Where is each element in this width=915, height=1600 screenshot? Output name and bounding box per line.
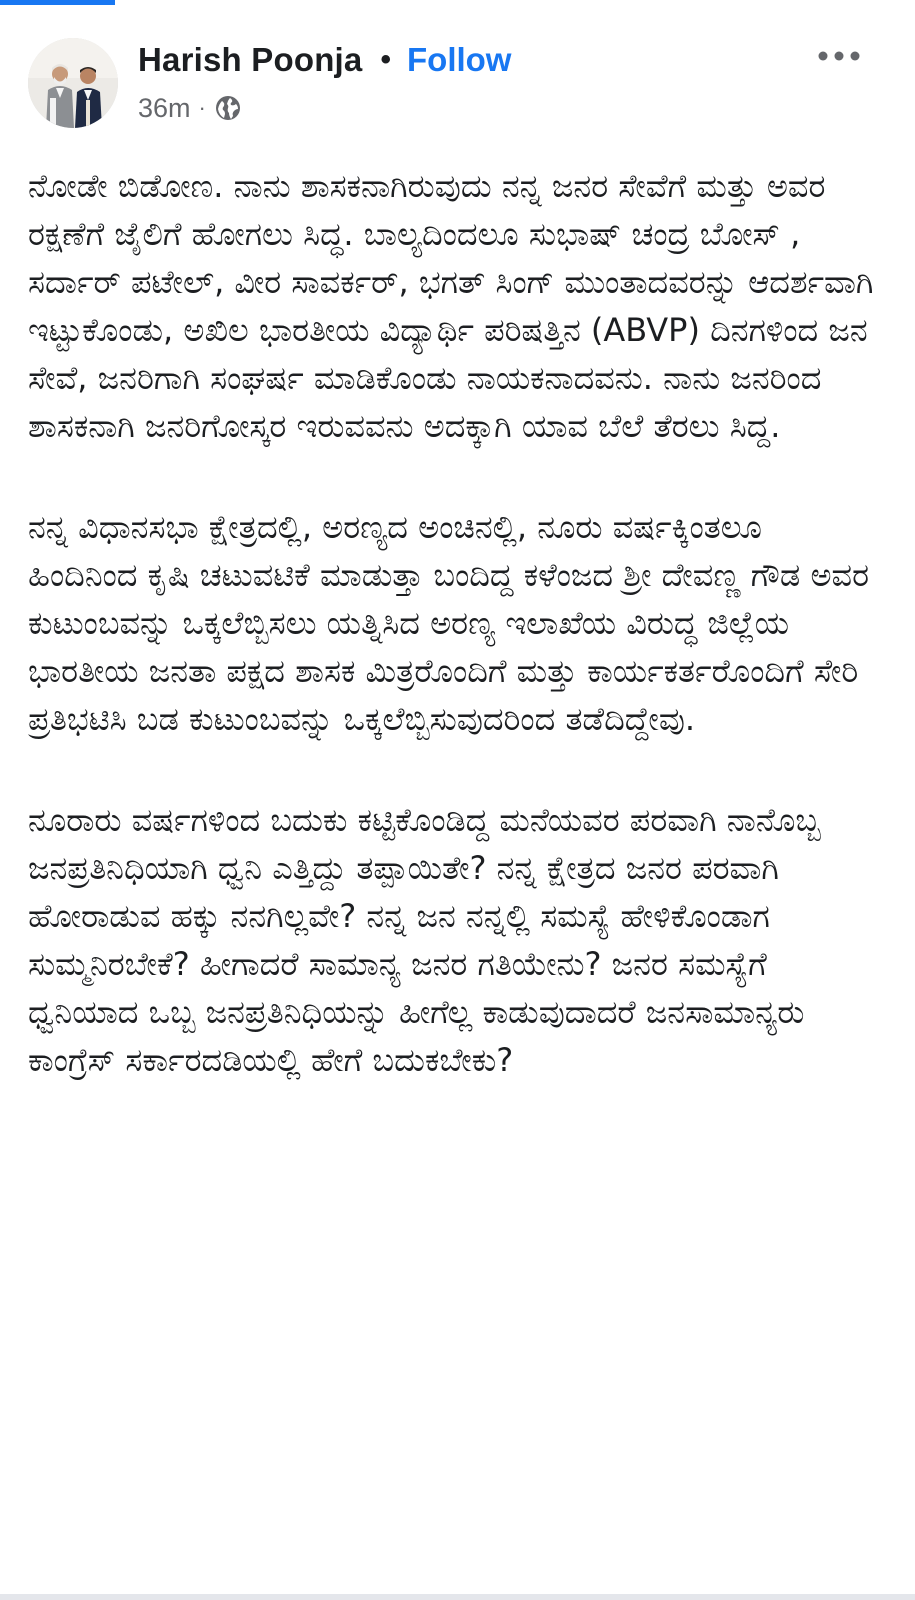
bottom-divider — [0, 1594, 915, 1600]
post-paragraph-3: ನೂರಾರು ವರ್ಷಗಳಿಂದ ಬದುಕು ಕಟ್ಟಿಕೊಂಡಿದ್ದ ಮನೆಯವರ ಪರವಾಗಿ ನಾನೊಬ್ಬ ಜನಪ್ರತಿನಿಧಿಯಾಗಿ ಧ್ವನಿ ಎತ್ತಿದ್ದು ತಪ್ಪಾಯಿತೇ? ನನ್ನ ಕ್ಷೇತ್ರದ ಜನರ ಪರವಾಗಿ ಹೋರಾಡುವ ಹಕ್ಕು ನನಗಿಲ್ಲವೇ? ನನ್ನ ಜನ ನನ್ನಲ್ಲಿ ಸಮಸ್ಯೆ ಹೇಳಿಕೊಂಡಾಗ ಸುಮ್ಮನಿರಬೇಕೆ? ಹೀಗಾದರೆ ಸಾಮಾನ್ಯ ಜನರ ಗತಿಯೇನು? ಜನರ ಸಮಸ್ಯೆಗೆ ಧ್ವನಿಯಾದ ಒಬ್ಬ ಜನಪ್ರತಿನಿಧಿಯನ್ನು ಹೀಗೆಲ್ಲ ಕಾಡುವುದಾದರೆ ಜನಸಾಮಾನ್ಯರು ಕಾಂಗ್ರೆಸ್ ಸರ್ಕಾರದಡಿಯಲ್ಲಿ ಹೇಗೆ ಬದುಕಬೇಕು? — [28, 801, 821, 1079]
post-timestamp[interactable]: 36m — [138, 92, 191, 123]
post-paragraph-1: ನೋಡೇ ಬಿಡೋಣ. ನಾನು ಶಾಸಕನಾಗಿರುವುದು ನನ್ನ ಜನರ ಸೇವೆಗೆ ಮತ್ತು ಅವರ ರಕ್ಷಣೆಗೆ ಜೈಲಿಗೆ ಹೋಗಲು ಸಿದ್ಧ. ಬಾಲ್ಯದಿಂದಲೂ ಸುಭಾಷ್ ಚಂದ್ರ ಬೋಸ್ , ಸರ್ದಾರ್ ಪಟೇಲ್, ವೀರ ಸಾವರ್ಕರ್, ಭಗತ್ ಸಿಂಗ್ ಮುಂತಾದವರನ್ನು ಆದರ್ಶವಾಗಿ ಇಟ್ಟುಕೊಂಡು, ಅಖಿಲ ಭಾರತೀಯ ವಿದ್ಯಾರ್ಥಿ ಪರಿಷತ್ತಿನ (ABVP) ದಿನಗಳಿಂದ ಜನ ಸೇವೆ, ಜನರಿಗಾಗಿ ಸಂಘರ್ಷ ಮಾಡಿಕೊಂಡು ನಾಯಕನಾದವನು. ನಾನು ಜನರಿಂದ ಶಾಸಕನಾಗಿ ಜನರಿಗೋಸ್ಕರ ಇರುವವನು ಅದಕ್ಕಾಗಿ ಯಾವ ಬೆಲೆ ತೆರಲು ಸಿದ್ದ. — [28, 167, 874, 445]
follow-button[interactable]: Follow — [407, 41, 512, 78]
avatar-photo — [28, 38, 118, 128]
name-follow-separator: • — [380, 43, 391, 76]
author-name[interactable]: Harish Poonja — [138, 41, 363, 78]
author-row — [138, 38, 511, 82]
post-header — [28, 38, 887, 133]
more-options-button[interactable] — [815, 42, 863, 70]
more-options-icon — [815, 42, 863, 70]
post-paragraph-2: ನನ್ನ ವಿಧಾನಸಭಾ ಕ್ಷೇತ್ರದಲ್ಲಿ, ಅರಣ್ಯದ ಅಂಚಿನಲ್ಲಿ, ನೂರು ವರ್ಷಕ್ಕಿಂತಲೂ ಹಿಂದಿನಿಂದ ಕೃಷಿ ಚಟುವಟಿಕೆ ಮಾಡುತ್ತಾ ಬಂದಿದ್ದ ಕಳೆಂಜದ ಶ್ರೀ ದೇವಣ್ಣ ಗೌಡ ಅವರ ಕುಟುಂಬವನ್ನು ಒಕ್ಕಲೆಬ್ಬಿಸಲು ಯತ್ನಿಸಿದ ಅರಣ್ಯ ಇಲಾಖೆಯ ವಿರುದ್ಧ ಜಿಲ್ಲೆಯ ಭಾರತೀಯ ಜನತಾ ಪಕ್ಷದ ಶಾಸಕ ಮಿತ್ರರೊಂದಿಗೆ ಮತ್ತು ಕಾರ್ಯಕರ್ತರೊಂದಿಗೆ ಸೇರಿ ಪ್ರತಿಭಟಿಸಿ ಬಡ ಕುಟುಂಬವನ್ನು ಒಕ್ಕಲೆಬ್ಬಿಸುವುದರಿಂದ ತಡೆದಿದ್ದೇವು. — [28, 508, 870, 738]
post-body — [28, 162, 880, 1137]
post-meta — [138, 90, 242, 126]
globe-icon — [214, 94, 242, 122]
author-avatar[interactable] — [28, 38, 118, 128]
meta-separator: · — [198, 95, 206, 120]
